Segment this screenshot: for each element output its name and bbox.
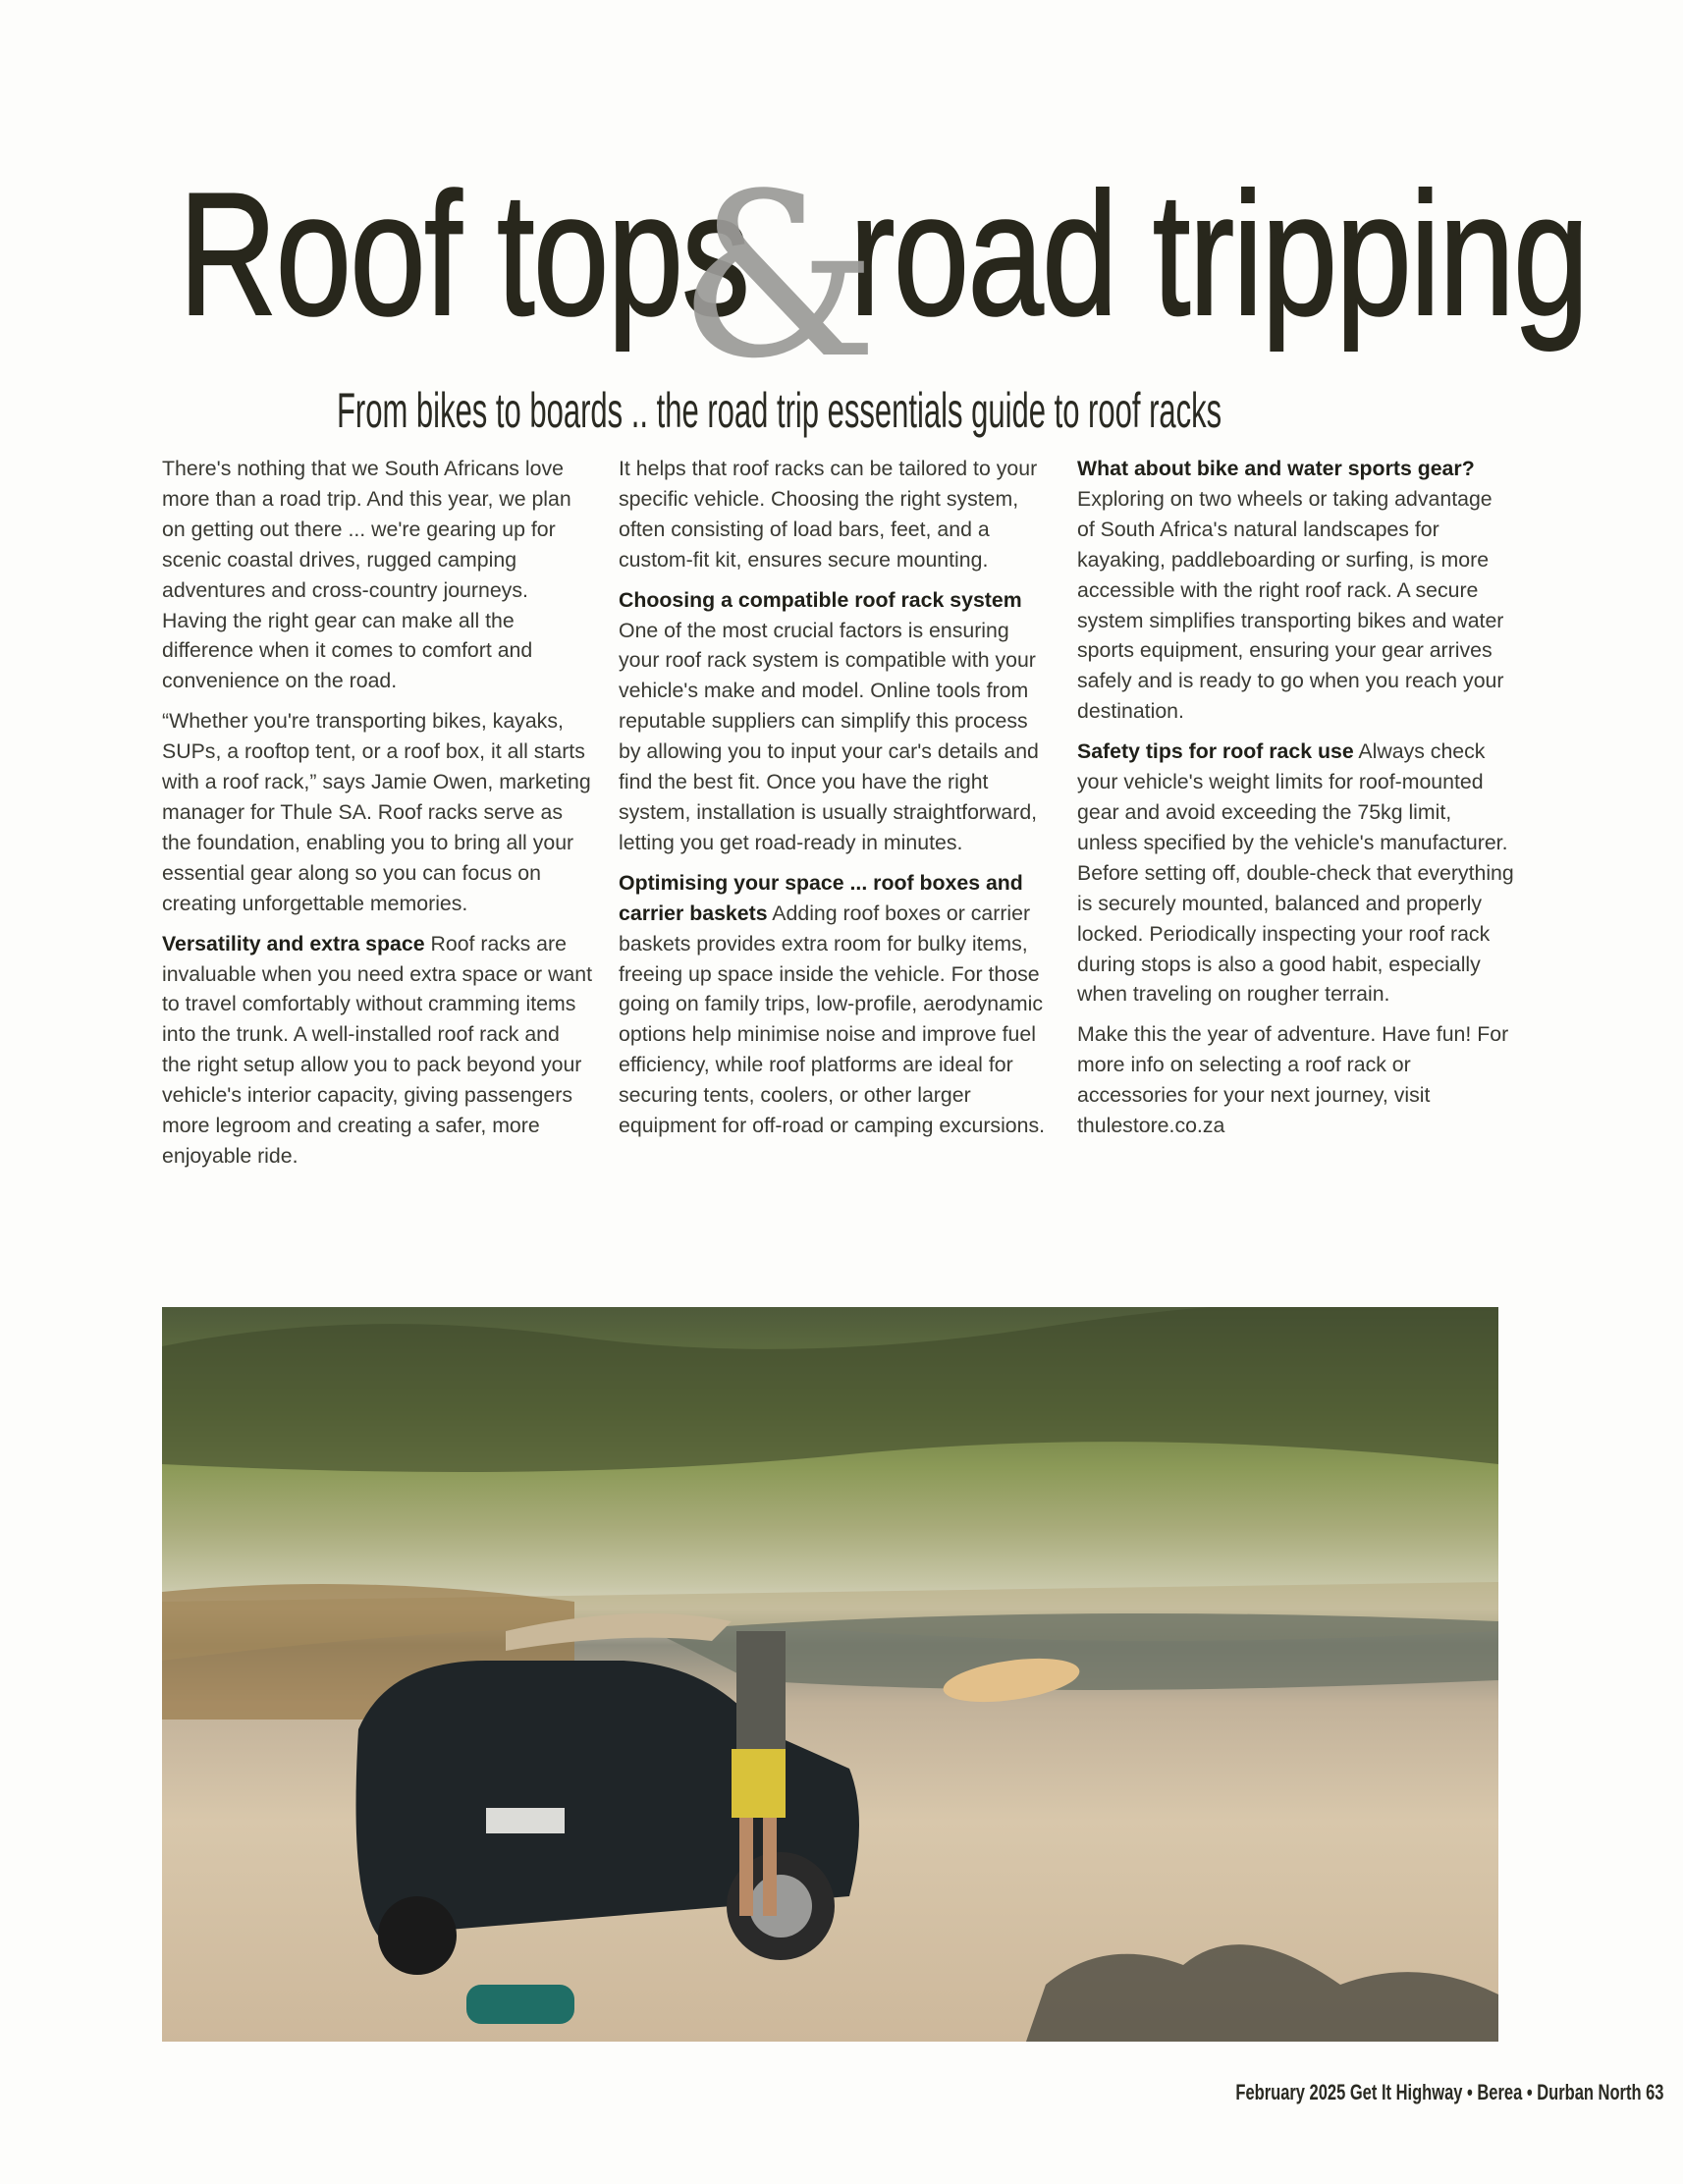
paragraph xyxy=(619,868,1051,1141)
paragraph-text: One of the most crucial factors is ensuring your roof rack system is compatible with your vehicle's make and model. Online tools from reputable suppliers can simplify this process by allowing you to input your car's details and find the best fit. Once you have the right system, installation is usually straightforward, letting you get road-ready in minutes. xyxy=(619,618,1039,854)
paragraph-lead: Safety tips for roof rack use xyxy=(1077,739,1354,764)
duffel-bag xyxy=(466,1985,574,2024)
article-column-2 xyxy=(619,454,1051,1151)
paragraph-text: Always check your vehicle's weight limits for roof-mounted gear and avoid exceeding the 75kg limit, unless specified by the vehicle's manufacturer. Before setting off, double-check that everything is securely mounted, balanced and properly locked. Periodically inspecting your roof rack during stops is also a good habit, especially when traveling on rougher terrain. xyxy=(1077,739,1514,1007)
page-footer xyxy=(1093,2080,1664,2105)
paragraph xyxy=(1077,737,1514,1010)
paragraph-text: Adding roof boxes or carrier baskets provides extra room for bulky items, freeing up space inside the vehicle. For those going on family trips, low-profile, aerodynamic options help minimise noise and improve fuel efficiency, while roof platforms are ideal for securing tents, coolers, or other larger equipment for off-road or camping excursions. xyxy=(619,901,1046,1138)
paragraph xyxy=(162,454,594,696)
article-photo xyxy=(162,1307,1498,2042)
title-part-1: Roof tops xyxy=(179,156,749,352)
page-title xyxy=(179,156,1588,352)
paragraph-text: It helps that roof racks can be tailored to your specific vehicle. Choosing the right system, often consisting of load bars, feet, and a custom-fit kit, ensures secure mounting. xyxy=(619,457,1038,572)
paragraph xyxy=(1077,1019,1514,1141)
title-part-2: road tripping xyxy=(849,156,1588,352)
article-column-1 xyxy=(162,454,594,1181)
paragraph xyxy=(619,454,1051,575)
paragraph xyxy=(162,929,594,1172)
paragraph-text: Exploring on two wheels or taking advantage of South Africa's natural landscapes for kayaking, paddleboarding or surfing, is more accessible with the right roof rack. A secure system simplifies transporting bikes and water sports equipment, ensuring your gear arrives safely and is ready to go when you reach your destination. xyxy=(1077,486,1504,724)
beach-scene-illustration xyxy=(162,1307,1498,2042)
paragraph-lead: What about bike and water sports gear? xyxy=(1077,457,1475,480)
paragraph xyxy=(1077,454,1514,727)
title-ampersand: & xyxy=(678,146,879,409)
paragraph-text: There's nothing that we South Africans love more than a road trip. And this year, we plan on getting out there ... we're gearing up for scenic coastal drives, rugged camping adventures and cross-country journeys. Having the right gear can make all the difference when it comes to comfort and convenience on the road. xyxy=(162,457,571,693)
paragraph-lead: Choosing a compatible roof rack system xyxy=(619,587,1022,612)
paragraph xyxy=(162,706,594,918)
paragraph-text: Roof racks are invaluable when you need extra space or want to travel comfortably without cramming items into the trunk. A well-installed roof rack and the right setup allow you to pack beyond your vehicle's interior capacity, giving passengers more legroom and creating a safer, more enjoyable ride. xyxy=(162,931,593,1168)
footer-text: February 2025 Get It Highway • Berea • Durban North 63 xyxy=(1235,2080,1664,2104)
paragraph-text: “Whether you're transporting bikes, kayaks, SUPs, a rooftop tent, or a roof box, it all starts with a roof rack,” says Jamie Owen, marketing manager for Thule SA. Roof racks serve as the foundation, enabling you to bring all your essential gear along so you can focus on creating unforgettable memories. xyxy=(162,709,591,915)
paragraph-lead: Optimising your space ... roof boxes and carrier baskets xyxy=(619,870,1023,925)
paragraph-text: Make this the year of adventure. Have fun! For more info on selecting a roof rack or accessories for your next journey, visit thulestore.co.za xyxy=(1077,1022,1509,1138)
subtitle: From bikes to boards .. the road trip essentials guide to roof racks xyxy=(337,383,1222,438)
paragraph-lead: Versatility and extra space xyxy=(162,931,425,956)
article-column-3 xyxy=(1077,454,1514,1151)
paragraph xyxy=(619,585,1051,858)
